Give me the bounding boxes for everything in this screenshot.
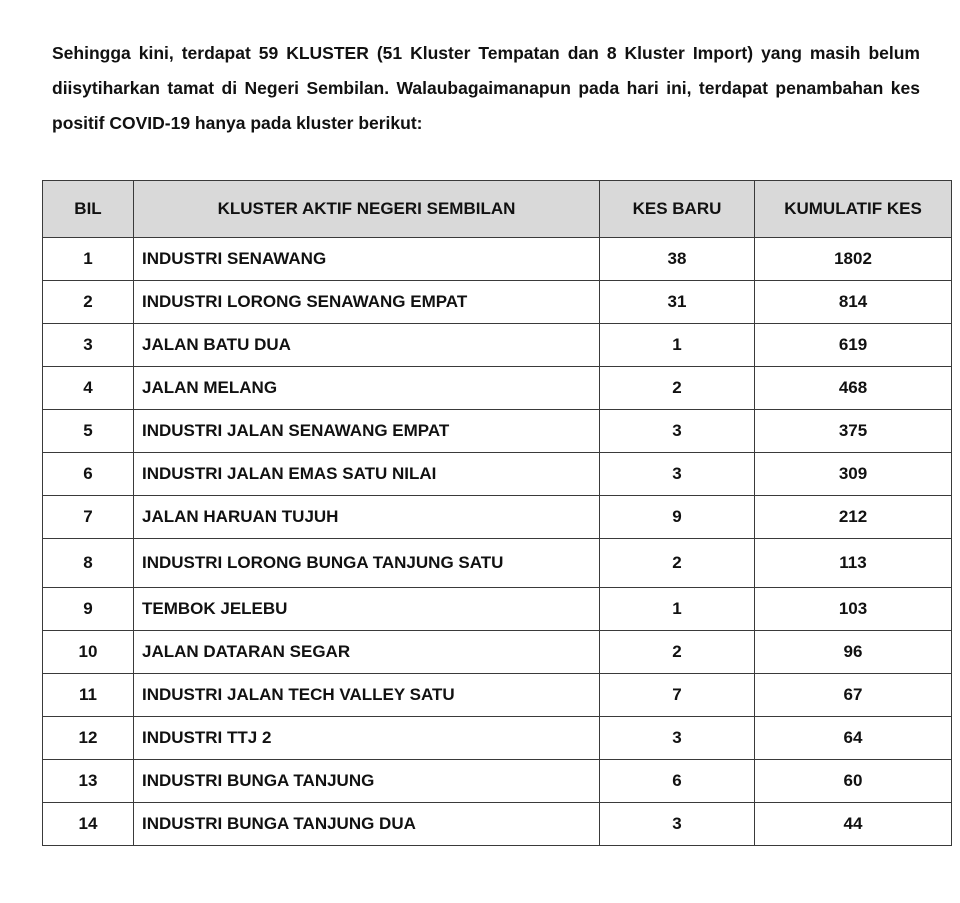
cell-cluster: INDUSTRI SENAWANG [134, 238, 600, 281]
cell-cluster: INDUSTRI LORONG SENAWANG EMPAT [134, 281, 600, 324]
table-row [43, 324, 952, 367]
cell-kes-baru: 6 [600, 760, 755, 803]
table-row [43, 453, 952, 496]
cell-bil: 10 [43, 631, 134, 674]
cell-cluster: JALAN MELANG [134, 367, 600, 410]
table-header-row [43, 181, 952, 238]
cell-kumulatif: 375 [755, 410, 952, 453]
cell-kumulatif: 814 [755, 281, 952, 324]
cell-bil: 12 [43, 717, 134, 760]
cell-cluster: JALAN HARUAN TUJUH [134, 496, 600, 539]
cell-kes-baru: 3 [600, 803, 755, 846]
cell-bil: 7 [43, 496, 134, 539]
header-cluster: KLUSTER AKTIF NEGERI SEMBILAN [134, 181, 600, 238]
cell-bil: 1 [43, 238, 134, 281]
cell-kes-baru: 3 [600, 410, 755, 453]
cell-bil: 11 [43, 674, 134, 717]
table-row [43, 803, 952, 846]
cell-cluster: INDUSTRI JALAN TECH VALLEY SATU [134, 674, 600, 717]
cell-bil: 9 [43, 588, 134, 631]
cell-kes-baru: 2 [600, 631, 755, 674]
cell-bil: 8 [43, 539, 134, 588]
cell-kumulatif: 619 [755, 324, 952, 367]
table-row [43, 238, 952, 281]
cell-cluster: INDUSTRI BUNGA TANJUNG DUA [134, 803, 600, 846]
cell-kumulatif: 44 [755, 803, 952, 846]
table-row [43, 281, 952, 324]
cell-bil: 3 [43, 324, 134, 367]
table-row [43, 674, 952, 717]
cell-kumulatif: 64 [755, 717, 952, 760]
cell-kes-baru: 38 [600, 238, 755, 281]
cell-bil: 5 [43, 410, 134, 453]
table-row [43, 539, 952, 588]
cell-kumulatif: 1802 [755, 238, 952, 281]
header-bil: BIL [43, 181, 134, 238]
table-row [43, 760, 952, 803]
cell-cluster: INDUSTRI LORONG BUNGA TANJUNG SATU [134, 539, 600, 588]
cell-kumulatif: 60 [755, 760, 952, 803]
cell-kumulatif: 103 [755, 588, 952, 631]
table-row [43, 367, 952, 410]
header-kumulatif: KUMULATIF KES [755, 181, 952, 238]
cluster-table [42, 180, 952, 846]
cell-kumulatif: 212 [755, 496, 952, 539]
cell-kes-baru: 7 [600, 674, 755, 717]
cell-kumulatif: 96 [755, 631, 952, 674]
cell-cluster: INDUSTRI JALAN SENAWANG EMPAT [134, 410, 600, 453]
table-row [43, 410, 952, 453]
cell-kes-baru: 1 [600, 324, 755, 367]
cell-kes-baru: 31 [600, 281, 755, 324]
cell-kes-baru: 3 [600, 453, 755, 496]
table-row [43, 496, 952, 539]
table-row [43, 588, 952, 631]
cell-kumulatif: 309 [755, 453, 952, 496]
cell-kes-baru: 9 [600, 496, 755, 539]
cell-kumulatif: 468 [755, 367, 952, 410]
cell-bil: 14 [43, 803, 134, 846]
cell-bil: 4 [43, 367, 134, 410]
header-kes-baru: KES BARU [600, 181, 755, 238]
cell-cluster: JALAN BATU DUA [134, 324, 600, 367]
cell-cluster: INDUSTRI BUNGA TANJUNG [134, 760, 600, 803]
cell-kumulatif: 113 [755, 539, 952, 588]
table-row [43, 631, 952, 674]
cell-kumulatif: 67 [755, 674, 952, 717]
intro-paragraph: Sehingga kini, terdapat 59 KLUSTER (51 Kluster Tempatan dan 8 Kluster Import) yang masih belum diisytiharkan tamat di Negeri Sembilan. Walaubagaimanapun pada hari ini, terdapat penambahan kes positif COVID-19 hanya pada kluster berikut: [52, 43, 920, 133]
cell-bil: 2 [43, 281, 134, 324]
cell-bil: 13 [43, 760, 134, 803]
cell-kes-baru: 3 [600, 717, 755, 760]
table-row [43, 717, 952, 760]
cell-cluster: INDUSTRI JALAN EMAS SATU NILAI [134, 453, 600, 496]
cell-cluster: TEMBOK JELEBU [134, 588, 600, 631]
cell-kes-baru: 2 [600, 539, 755, 588]
cell-kes-baru: 1 [600, 588, 755, 631]
cell-bil: 6 [43, 453, 134, 496]
cell-kes-baru: 2 [600, 367, 755, 410]
cell-cluster: JALAN DATARAN SEGAR [134, 631, 600, 674]
cell-cluster: INDUSTRI TTJ 2 [134, 717, 600, 760]
